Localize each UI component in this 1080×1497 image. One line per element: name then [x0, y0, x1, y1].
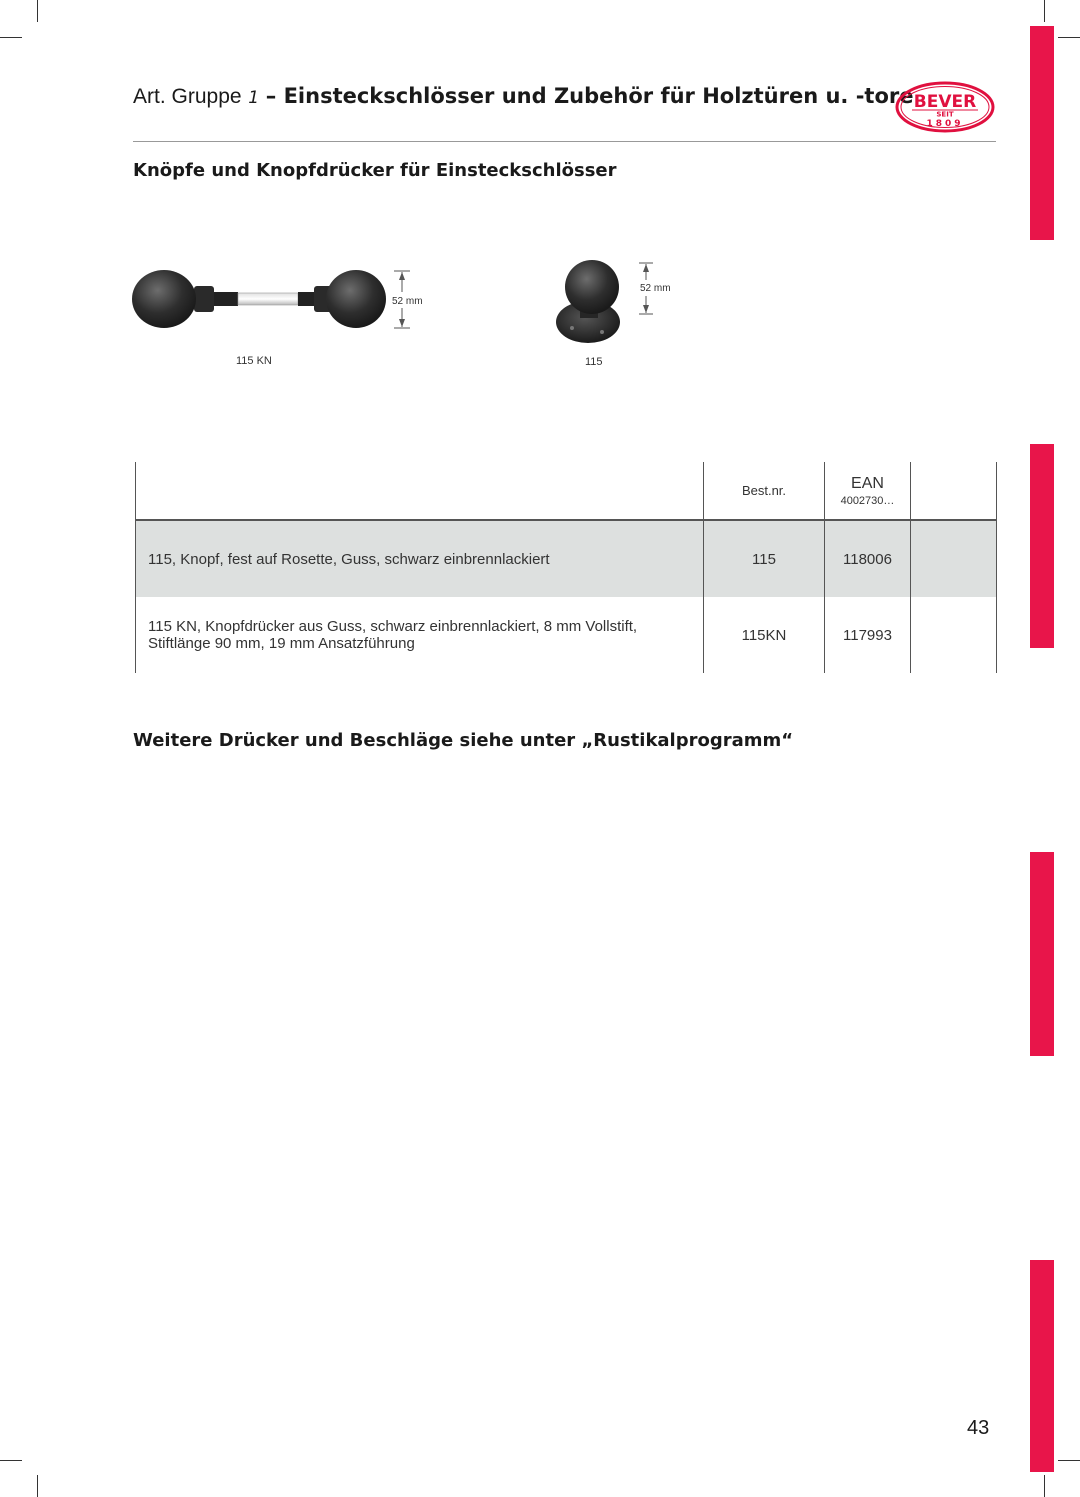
- page-number: 43: [967, 1417, 990, 1439]
- header-prefix: Art. Gruppe: [133, 85, 242, 108]
- row-ean: 118006: [825, 520, 911, 597]
- knob-rosette-icon: [552, 252, 662, 356]
- crop-mark: [1058, 1460, 1080, 1461]
- product-caption: 115: [585, 356, 603, 368]
- group-number: 1: [248, 88, 260, 108]
- dimension-label: 52 mm: [392, 296, 423, 307]
- crop-mark: [0, 1460, 22, 1461]
- header-ean-label: EAN: [851, 474, 884, 492]
- header-title: – Einsteckschlösser und Zubehör für Holztüren u. -tore: [265, 84, 914, 108]
- svg-text:1809: 1809: [926, 119, 964, 129]
- crop-mark: [1058, 37, 1080, 38]
- header-best-nr: Best.nr.: [704, 462, 825, 520]
- product-caption: 115 KN: [236, 355, 272, 367]
- index-tab: [1030, 444, 1054, 648]
- crop-mark: [37, 1475, 38, 1497]
- header-description-cell: [136, 462, 704, 520]
- page-header: [133, 84, 913, 109]
- header-ean: [825, 462, 911, 520]
- row-best-nr: 115: [704, 520, 825, 597]
- row-best-nr: 115KN: [704, 597, 825, 673]
- table-row: [136, 520, 997, 597]
- header-empty-cell: [911, 462, 997, 520]
- row-description: 115 KN, Knopfdrücker aus Guss, schwarz einbrennlackiert, 8 mm Vollstift, Stiftlänge 90 mm, 19 mm Ansatzführung: [136, 597, 704, 673]
- index-tab: [1030, 1260, 1054, 1472]
- crop-mark: [0, 37, 22, 38]
- bever-logo: [894, 80, 996, 138]
- row-empty-cell: [911, 597, 997, 673]
- row-description: 115, Knopf, fest auf Rosette, Guss, schwarz einbrennlackiert: [136, 520, 704, 597]
- further-note: Weitere Drücker und Beschläge siehe unter „Rustikalprogramm“: [133, 730, 794, 751]
- section-title: Knöpfe und Knopfdrücker für Einsteckschlösser: [133, 160, 617, 181]
- crop-mark: [1044, 1475, 1045, 1497]
- table-row: [136, 597, 997, 673]
- svg-text:SEIT: SEIT: [936, 110, 954, 119]
- row-ean: 117993: [825, 597, 911, 673]
- table-header-row: [136, 462, 997, 520]
- crop-mark: [1044, 0, 1045, 22]
- row-empty-cell: [911, 520, 997, 597]
- svg-text:BEVER: BEVER: [913, 92, 977, 112]
- index-tab: [1030, 26, 1054, 240]
- dimension-label: 52 mm: [640, 283, 671, 294]
- product-table: [135, 462, 997, 673]
- header-rule: [133, 141, 996, 142]
- index-tab: [1030, 852, 1054, 1056]
- crop-mark: [37, 0, 38, 22]
- header-ean-prefix: 4002730…: [840, 494, 895, 507]
